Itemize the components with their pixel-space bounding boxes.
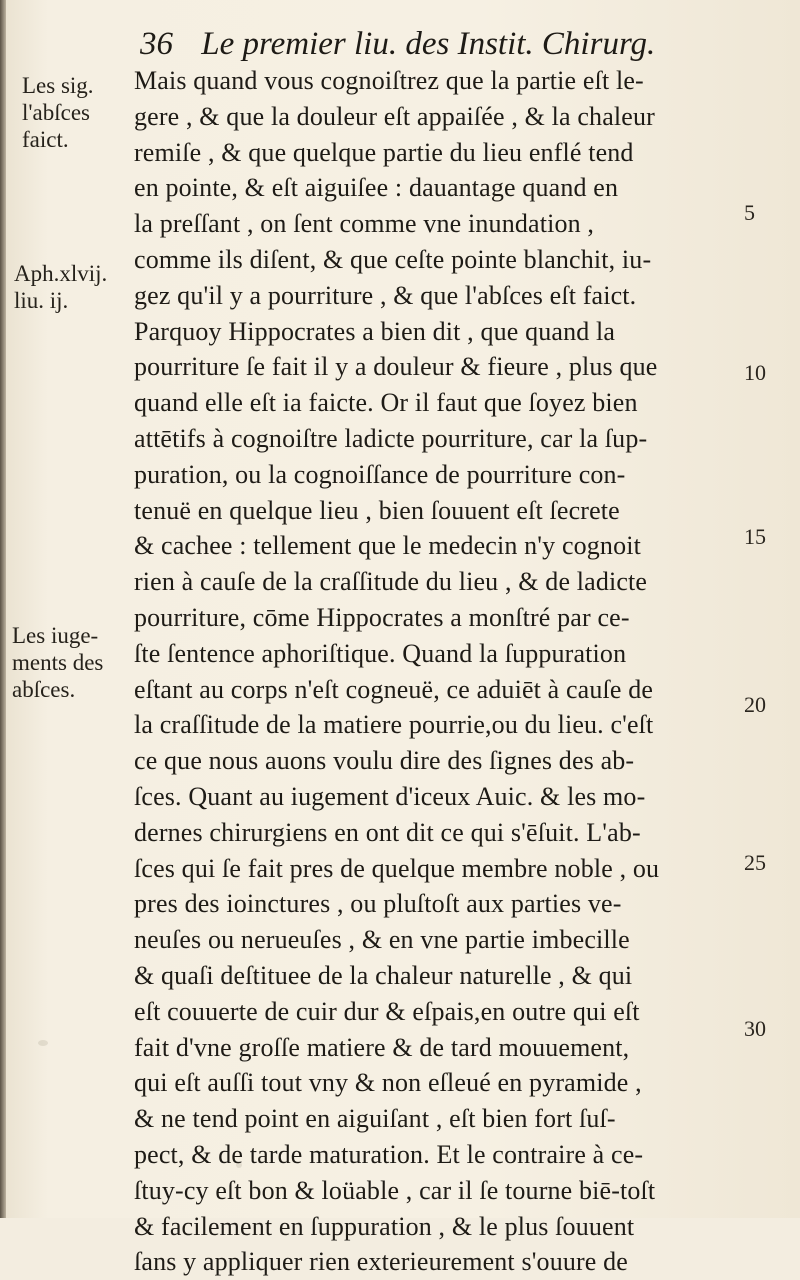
text-line: quand elle eſt ia faicte. Or il faut que ſoyez bien xyxy=(134,388,638,418)
text-line: pres des ioinctures , ou pluſtoſt aux parties ve- xyxy=(134,889,622,919)
line-number: 30 xyxy=(744,1016,766,1041)
text-line: pect, & de tarde maturation. Et le contraire à ce- xyxy=(134,1139,644,1169)
text-line: neuſes ou nerueuſes , & en vne partie imbecille xyxy=(134,925,630,955)
text-line: pourriture ſe fait il y a douleur & fieure , plus que xyxy=(134,352,658,382)
margin-note-line: ments des xyxy=(12,650,104,675)
text-line: remiſe , & que quelque partie du lieu enflé tend xyxy=(134,137,634,167)
text-line: & cachee : tellement que le medecin n'y cognoit xyxy=(134,531,641,561)
line-number: 5 xyxy=(744,200,755,225)
text-line: rien à cauſe de la craſſitude du lieu , & de ladicte xyxy=(134,567,648,597)
text-line: ſtuy-cy eſt bon & loüable , car il ſe tourne biē-toſt xyxy=(134,1175,656,1205)
text-line: ſces qui ſe fait pres de quelque membre noble , ou xyxy=(134,853,660,883)
margin-note-judgements xyxy=(12,622,130,703)
margin-note-line: faict. xyxy=(22,127,69,152)
margin-note-line: abſces. xyxy=(12,677,76,702)
text-line: Mais quand vous cognoiſtrez que la partie eſt le- xyxy=(134,66,644,95)
margin-note-line: Les sig. xyxy=(22,73,94,98)
running-header xyxy=(140,22,740,66)
line-number: 25 xyxy=(744,850,766,875)
main-text-block xyxy=(134,63,744,1280)
text-line: Parquoy Hippocrates a bien dit , que quand la xyxy=(134,316,616,346)
text-line: ce que nous auons voulu dire des ſignes des ab- xyxy=(134,746,635,776)
running-title: Le premier liu. des Instit. Chirurg. xyxy=(201,26,656,62)
text-line: fait d'vne groſſe matiere & de tard mouuement, xyxy=(134,1032,630,1062)
text-line: ſces. Quant au iugement d'iceux Auic. & les mo- xyxy=(134,781,646,811)
line-number: 10 xyxy=(744,360,766,385)
text-line: puration, ou la cognoiſſance de pourriture con- xyxy=(134,459,626,489)
margin-note-line: l'abſces xyxy=(22,100,91,125)
margin-note-signs xyxy=(22,72,140,153)
text-line: comme ils diſent, & que ceſte pointe blanchit, iu- xyxy=(134,244,652,274)
margin-note-line: liu. ij. xyxy=(14,288,69,313)
page-number: 36 xyxy=(140,26,173,62)
margin-note-aphorism xyxy=(14,260,132,314)
text-line: eſtant au corps n'eſt cogneuë, ce aduiēt à cauſe de xyxy=(134,674,654,704)
text-line: ſte ſentence aphoriſtique. Quand la ſuppuration xyxy=(134,638,627,668)
text-line: dernes chirurgiens en ont dit ce qui s'ēſuit. L'ab- xyxy=(134,817,641,847)
margin-note-line: Les iuge- xyxy=(12,623,99,648)
text-line: & quaſi deſtituee de la chaleur naturelle , & qui xyxy=(134,960,633,990)
text-line: la craſſitude de la matiere pourrie,ou du lieu. c'eſt xyxy=(134,710,654,740)
line-number: 20 xyxy=(744,692,766,717)
text-line: & ne tend point en aiguiſant , eſt bien fort ſuſ- xyxy=(134,1104,616,1134)
text-line: eſt couuerte de cuir dur & eſpais,en outre qui eſt xyxy=(134,996,640,1026)
text-line: en pointe, & eſt aiguiſee : dauantage quand en xyxy=(134,173,619,203)
text-line: gere , & que la douleur eſt appaiſée , & la chaleur xyxy=(134,101,655,131)
text-line: pourriture, cōme Hippocrates a monſtré par ce- xyxy=(134,602,630,632)
text-line: la preſſant , on ſent comme vne inundation , xyxy=(134,209,595,239)
text-line: gez qu'il y a pourriture , & que l'abſces eſt faict. xyxy=(134,280,637,310)
margin-note-line: Aph.xlvij. xyxy=(14,261,108,286)
line-number: 15 xyxy=(744,524,766,549)
text-line: ſans y appliquer rien exterieurement s'ouure de xyxy=(134,1247,628,1277)
text-line: tenuë en quelque lieu , bien ſouuent eſt ſecrete xyxy=(134,495,620,525)
text-line: & facilement en ſuppuration , & le plus ſouuent xyxy=(134,1211,635,1241)
ink-speck xyxy=(236,1162,242,1168)
text-line: qui eſt auſſi tout vny & non eſleué en pyramide , xyxy=(134,1068,642,1098)
text-line: attētifs à cognoiſtre ladicte pourriture, car la ſup- xyxy=(134,423,648,453)
page-spine-edge xyxy=(0,0,6,1218)
ink-speck xyxy=(38,1040,48,1046)
